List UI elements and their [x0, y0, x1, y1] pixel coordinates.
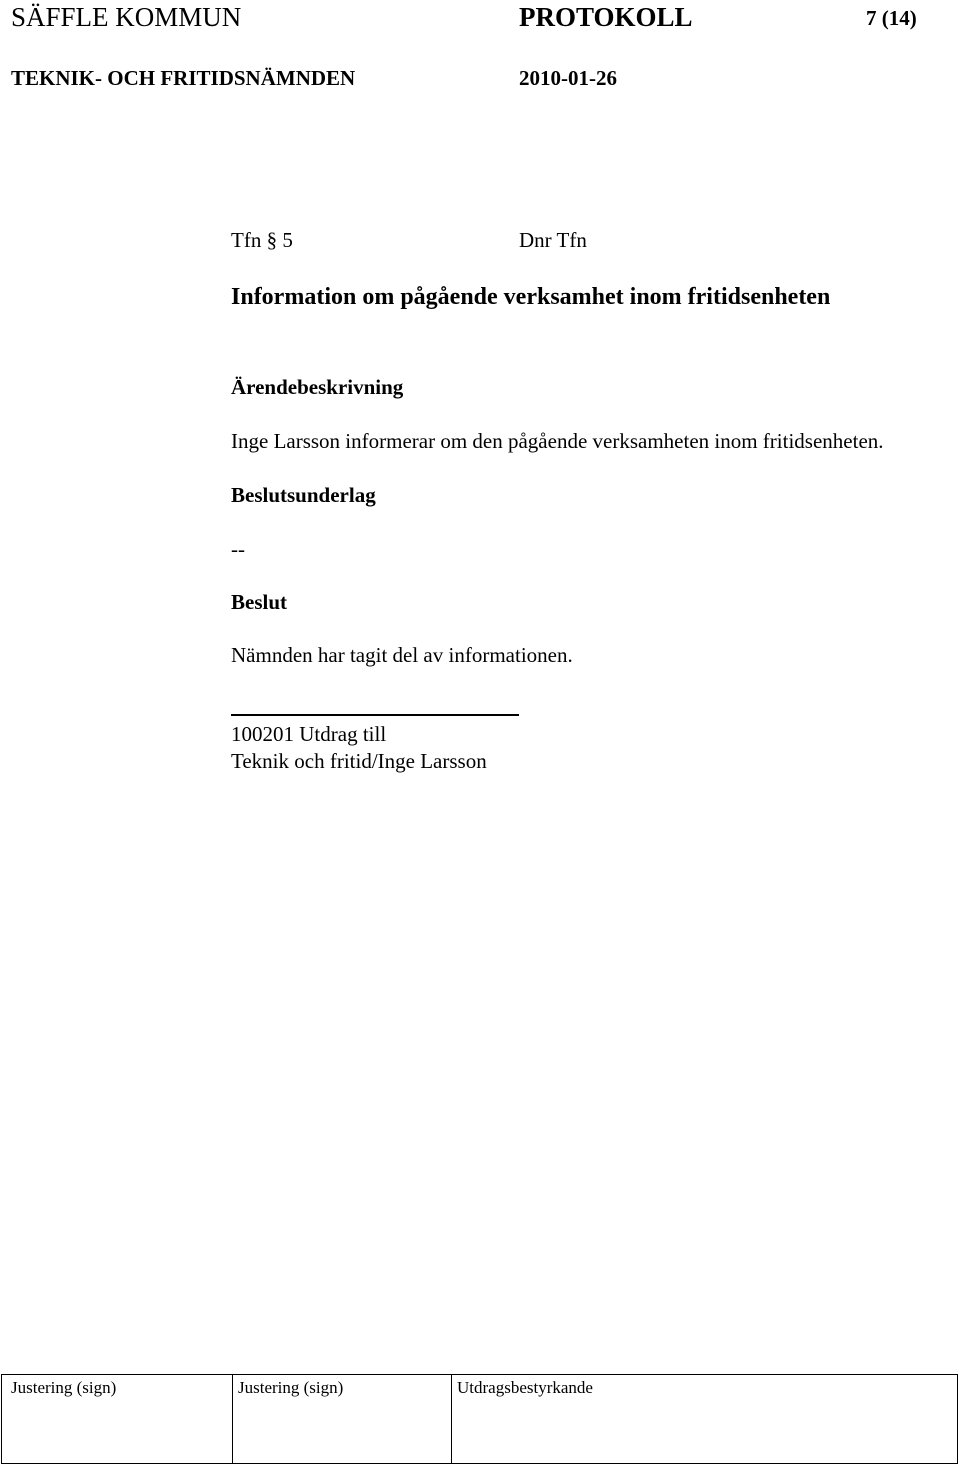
signature-cell-label: Justering (sign) — [11, 1378, 117, 1397]
distribution-divider — [231, 714, 519, 716]
document-type: PROTOKOLL — [519, 2, 693, 32]
distribution-line-1: 100201 Utdrag till — [231, 722, 387, 746]
meeting-date: 2010-01-26 — [519, 66, 617, 90]
certification-cell-label: Utdragsbestyrkande — [457, 1378, 593, 1397]
case-title: Information om pågående verksamhet inom fritidsenheten — [231, 284, 831, 310]
decision-heading: Beslut — [231, 590, 288, 614]
signature-table — [1, 1374, 958, 1464]
diary-number: Dnr Tfn — [519, 228, 587, 252]
page-number: 7 (14) — [866, 6, 917, 30]
description-text: Inge Larsson informerar om den pågående verksamheten inom fritidsenheten. — [231, 429, 884, 453]
signature-table-divider — [232, 1375, 233, 1463]
basis-text: -- — [231, 537, 245, 561]
description-heading: Ärendebeskrivning — [231, 375, 404, 399]
signature-table-divider — [451, 1375, 452, 1463]
municipality-name: SÄFFLE KOMMUN — [11, 2, 242, 32]
committee-name: TEKNIK- OCH FRITIDSNÄMNDEN — [11, 66, 356, 90]
basis-heading: Beslutsunderlag — [231, 483, 376, 507]
signature-cell-label: Justering (sign) — [238, 1378, 344, 1397]
decision-text: Nämnden har tagit del av informationen. — [231, 643, 573, 667]
paragraph-number: Tfn § 5 — [231, 228, 293, 252]
distribution-line-2: Teknik och fritid/Inge Larsson — [231, 749, 487, 773]
